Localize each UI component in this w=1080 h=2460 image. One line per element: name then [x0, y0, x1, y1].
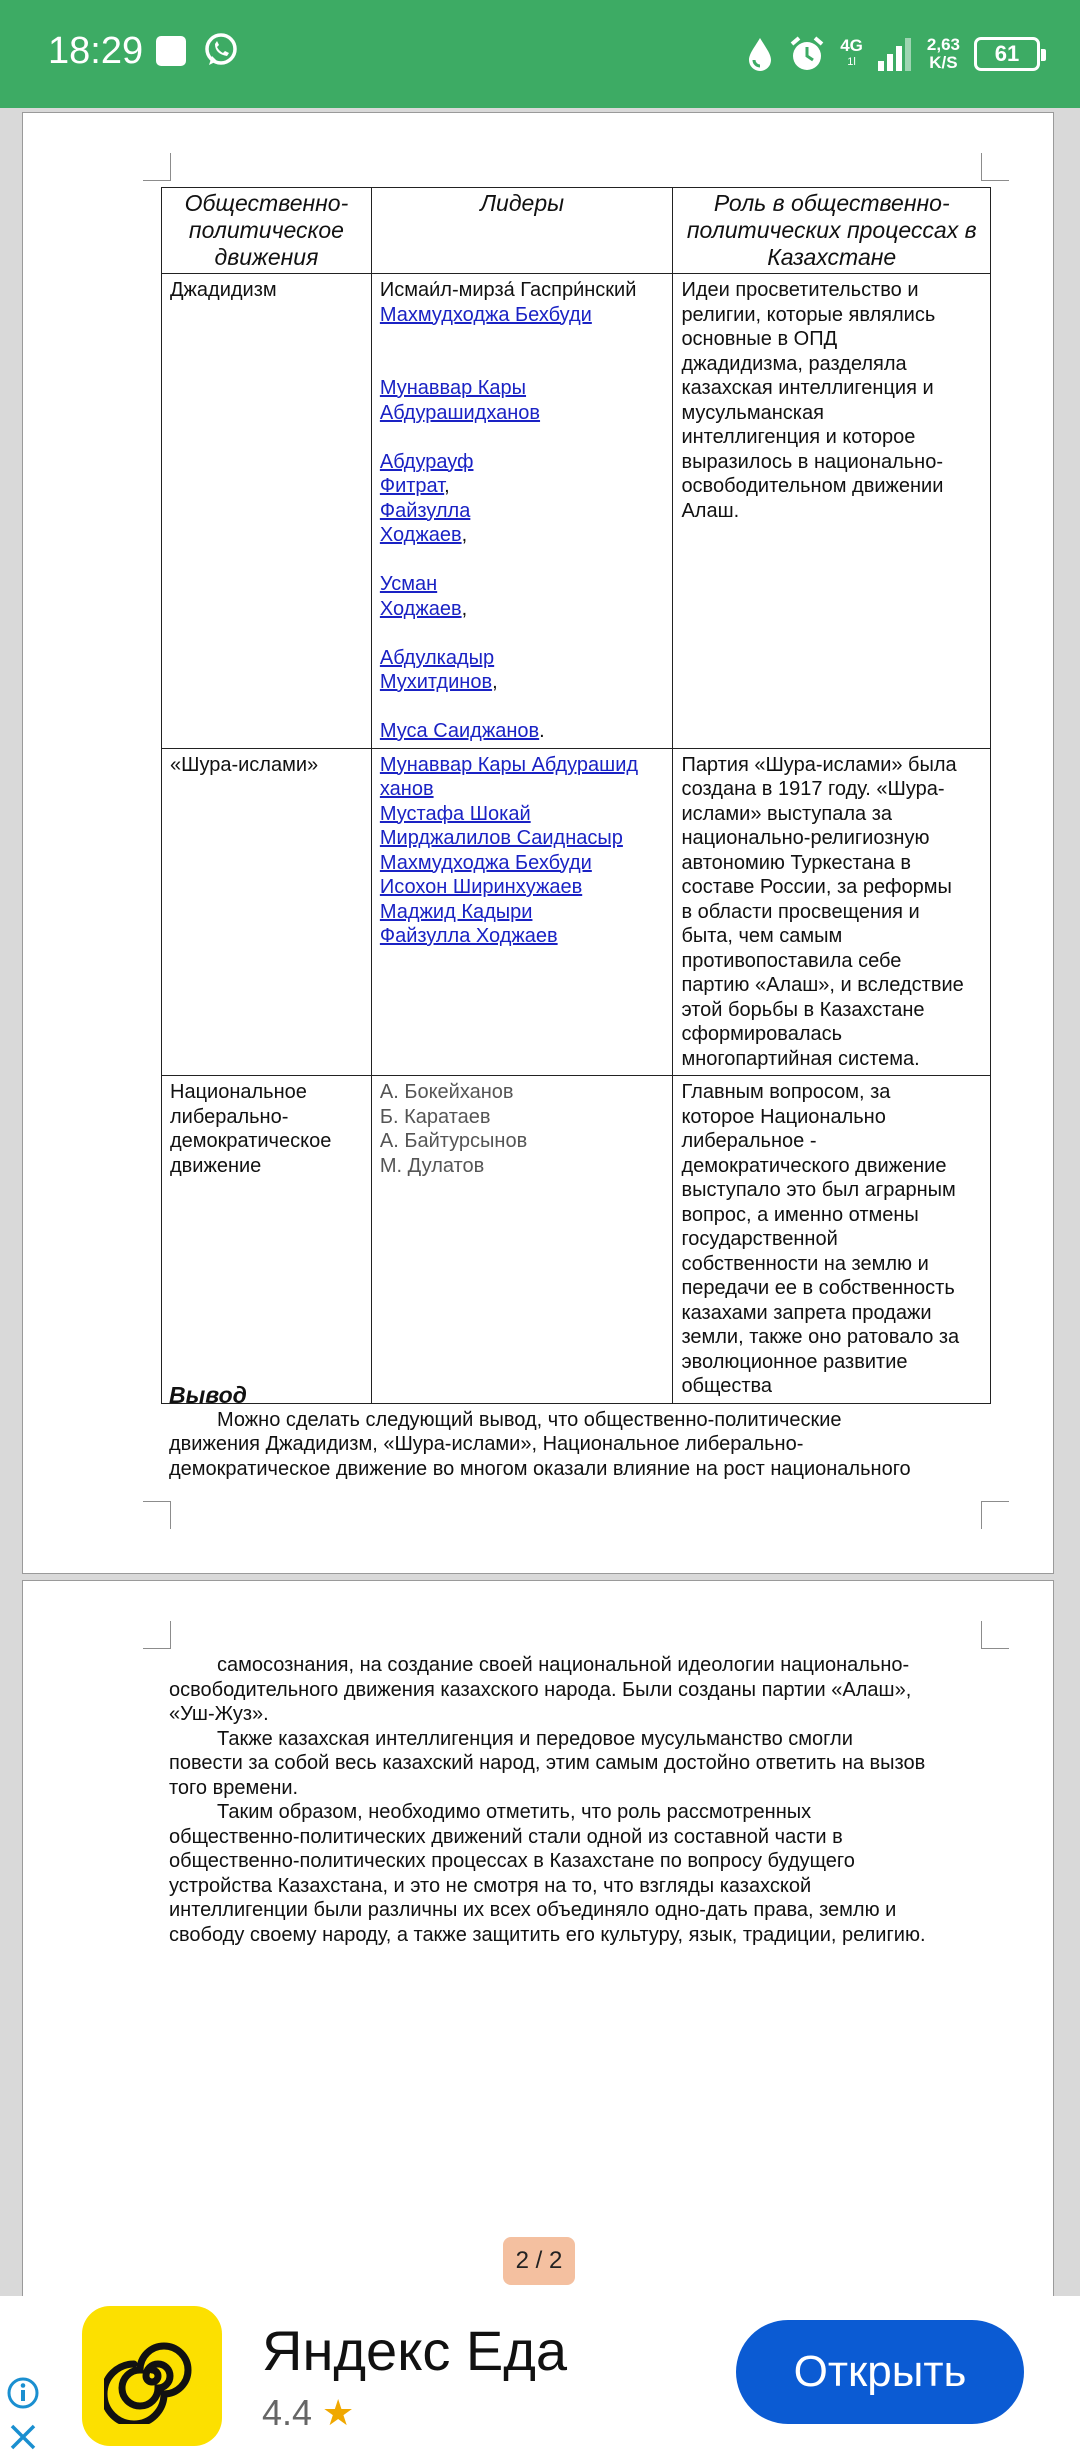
whatsapp-icon	[203, 32, 239, 68]
battery-icon	[974, 37, 1040, 71]
text-line: общественно-политических движений стали одной из составной части в	[169, 1825, 843, 1848]
table-header-row	[162, 188, 991, 274]
ad-banner[interactable]	[0, 2296, 1080, 2460]
crop-mark	[981, 1621, 1009, 1649]
text-line: которое Национально	[681, 1105, 886, 1128]
header-leaders: Лидеры	[371, 188, 673, 274]
leaders-cell: Исмаи́л-мирза́ Гаспри́нский Махмудходжа Бехбуди Мунаввар Кары Абдурашидханов Абдурауф Фитрат, Файзулла Ходжаев, Усман Ходжаев, Абдулкадыр Мухитдинов, Муса Саиджанов.	[371, 274, 673, 749]
page-indicator: 2 / 2	[503, 2237, 575, 2285]
text-line: освободительного движения казахского народа. Были созданы партии «Алаш»,	[169, 1678, 912, 1701]
leader-link[interactable]: Мунаввар Кары Абдурашид	[379, 753, 639, 776]
crop-mark	[143, 1501, 171, 1529]
leader-link[interactable]: Файзулла	[379, 499, 471, 522]
network-type: 4G 1l	[840, 36, 863, 68]
close-icon[interactable]	[8, 2422, 38, 2452]
notification-square-icon	[156, 36, 186, 66]
leader-link[interactable]: Ходжаев	[379, 524, 462, 546]
text-line: общества	[681, 1375, 773, 1397]
text-line: мусульманская	[681, 401, 824, 424]
text-line: либеральное -	[681, 1130, 817, 1152]
leader-link[interactable]: Абдулкадыр	[379, 646, 495, 669]
text-line: ислами» выступала за	[681, 802, 892, 825]
table-row	[162, 748, 991, 1076]
table-row	[162, 1076, 991, 1404]
leader-link[interactable]: Махмудходжа Бехбуди	[379, 851, 592, 874]
leader-link[interactable]: Мустафа Шокай	[379, 802, 531, 825]
ad-rating: 4.4 ★	[262, 2392, 355, 2433]
text-line: земли, также оно ратовало за	[681, 1326, 960, 1348]
leader-link[interactable]: Исохон Ширинхужаев	[379, 876, 583, 898]
paragraph	[169, 1653, 999, 1727]
text-line: свободу своему народу, а также защитить его культуру, язык, традиции, религию.	[169, 1923, 926, 1946]
crop-mark	[143, 153, 171, 181]
leader-link[interactable]: Мухитдинов	[379, 671, 493, 693]
star-icon: ★	[322, 2392, 355, 2433]
text-line: освободительном движении	[681, 475, 944, 497]
conclusion-block	[169, 1383, 999, 1481]
text-line: самосознания, на создание своей национальной идеологии национально-	[217, 1654, 910, 1676]
text-line: либерально-	[170, 1105, 289, 1128]
text-line: Главным вопросом, за	[681, 1081, 891, 1103]
role-cell	[673, 274, 991, 749]
text-line: противопоставила себе	[681, 949, 902, 972]
leader-link[interactable]: Фитрат	[379, 475, 445, 497]
paragraph	[169, 1800, 999, 1947]
text-line: многопартийная система.	[681, 1047, 920, 1070]
leader-link[interactable]: Махмудходжа Бехбуди	[379, 303, 592, 326]
document-page-2[interactable]	[22, 1580, 1054, 2296]
movements-table	[161, 187, 991, 1404]
text-line: Также казахская интеллигенция и передовое мусульманство смогли	[217, 1727, 853, 1750]
leader-link[interactable]: Файзулла Ходжаев	[379, 925, 558, 947]
text-line: повести за собой весь казахский народ, этим самым достойно ответить на вызов	[169, 1752, 926, 1774]
table-row	[162, 274, 991, 749]
text-line: собственности на землю и	[681, 1252, 929, 1275]
text-line: основные в ОПД	[681, 328, 838, 350]
leader-link[interactable]: Усман	[379, 573, 438, 595]
text-line: общественно-политических процессах в Казахстане по вопросу будущего	[169, 1850, 855, 1872]
text-line: религии, которые являлись	[681, 303, 936, 326]
text-line: интеллигенция и которое	[681, 426, 916, 448]
text-line: демократическое движение во многом оказали влияние на рост национального	[169, 1457, 911, 1480]
text-line: в области просвещения и	[681, 900, 920, 923]
text-line: партию «Алаш», и вследствие	[681, 974, 964, 996]
text-line: национально-религиозную	[681, 827, 930, 849]
text-line: автономию Туркестана в	[681, 851, 911, 874]
text-line: Алаш.	[681, 499, 740, 522]
leaders-cell	[371, 748, 673, 1076]
text-line: Б. Каратаев	[379, 1105, 491, 1128]
text-line: Национальное	[170, 1081, 307, 1103]
text-line: демократического движение	[681, 1154, 947, 1177]
crop-mark	[981, 153, 1009, 181]
info-icon[interactable]	[6, 2376, 40, 2410]
status-icons	[746, 26, 1040, 82]
crop-mark	[981, 1501, 1009, 1529]
text-line: «Уш-Жуз».	[169, 1703, 269, 1725]
text-line: государственной	[681, 1228, 838, 1250]
text-line: интеллигенции были различны их всех объединяло одно-дать права, землю и	[169, 1899, 897, 1921]
text-line: М. Дулатов	[379, 1154, 485, 1177]
text-line: передачи ее в собственность	[681, 1277, 955, 1299]
movement-cell: Джадидизм	[162, 274, 372, 749]
text-line: составе России, за реформы	[681, 876, 952, 898]
text-line: сформировалась	[681, 1023, 843, 1045]
text-line: демократическое	[170, 1130, 332, 1152]
header-movement: Общественно-политическое движения	[162, 188, 372, 274]
text-line: джадидизма, разделяла	[681, 352, 907, 375]
leader-name: Исмаи́л-мирза́ Гаспри́нский	[379, 279, 637, 301]
ad-app-name[interactable]: Яндекс Еда	[262, 2319, 568, 2382]
data-saver-icon	[746, 36, 774, 72]
text-line: А. Бокейханов	[379, 1081, 514, 1103]
leader-link[interactable]: Абдурауф	[379, 450, 474, 473]
status-time: 18:29	[48, 30, 144, 72]
text-line: Таким образом, необходимо отметить, что роль рассмотренных	[217, 1801, 812, 1823]
text-line: устройства Казахстана, и это не смотря на то, что взгляды казахской	[169, 1874, 812, 1897]
open-button[interactable]: Открыть	[736, 2320, 1024, 2424]
text-line: Можно сделать следующий вывод, что общественно-политические	[217, 1408, 842, 1431]
text-line: создана в 1917 году. «Шура-	[681, 778, 945, 800]
page2-text	[169, 1653, 999, 1947]
crop-mark	[143, 1621, 171, 1649]
role-cell	[673, 748, 991, 1076]
text-line: выразилось в национально-	[681, 450, 943, 473]
text-line: эволюционное развитие	[681, 1350, 908, 1373]
role-cell	[673, 1076, 991, 1404]
paragraph	[169, 1727, 999, 1801]
text-line: движение	[170, 1154, 262, 1177]
document-page-1[interactable]	[22, 112, 1054, 1574]
signal-icon	[877, 37, 913, 71]
movement-cell	[162, 1076, 372, 1404]
text-line: А. Байтурсынов	[379, 1130, 528, 1152]
leader-link[interactable]: ханов	[379, 778, 434, 800]
conclusion-title: Вывод	[169, 1382, 247, 1408]
leader-link[interactable]: Мунаввар Кары	[379, 377, 527, 399]
status-bar	[0, 0, 1080, 108]
text-line: Партия «Шура-ислами» была	[681, 753, 957, 776]
text-line: Идеи просветительство и	[681, 279, 919, 301]
text-line: казахами запрета продажи	[681, 1301, 932, 1324]
leader-link[interactable]: Муса Саиджанов	[379, 720, 540, 742]
text-line: движения Джадидизм, «Шура-ислами», Национальное либерально-	[169, 1433, 804, 1455]
leader-link[interactable]: Ходжаев	[379, 597, 462, 620]
network-speed: 2,63 K/S	[926, 35, 960, 72]
leader-link[interactable]: Мирджалилов Саиднасыр	[379, 827, 623, 849]
movement-cell: «Шура-ислами»	[162, 748, 372, 1076]
header-role: Роль в общественно-политических процессах в Казахстане	[673, 188, 991, 274]
text-line: быта, чем самым	[681, 925, 843, 947]
text-line: выступало это был аграрным	[681, 1179, 956, 1201]
leader-link[interactable]: Абдурашидханов	[379, 401, 541, 424]
leaders-cell	[371, 1076, 673, 1404]
conclusion-paragraph	[169, 1408, 999, 1482]
text-line: казахская интеллигенция и	[681, 377, 934, 399]
text-line: этой борьбы в Казахстане	[681, 998, 925, 1021]
yandex-eda-logo-icon[interactable]	[82, 2306, 222, 2446]
alarm-icon	[788, 35, 826, 73]
text-line: вопрос, а именно отмены	[681, 1203, 919, 1226]
leader-link[interactable]: Маджид Кадыри	[379, 900, 533, 923]
battery-level: 61	[994, 41, 1020, 66]
text-line: того времени.	[169, 1776, 299, 1799]
